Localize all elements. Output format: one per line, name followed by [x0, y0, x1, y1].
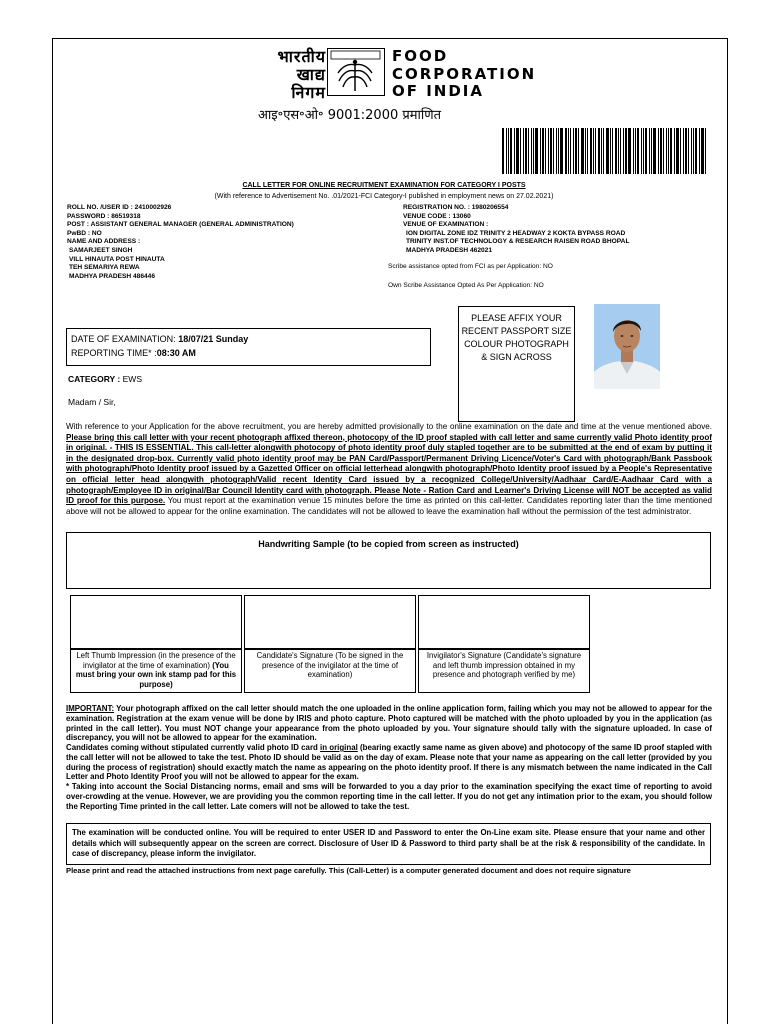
barcode-bar	[508, 128, 509, 174]
barcode-bar	[693, 128, 694, 174]
barcode-bar	[699, 128, 700, 174]
category-line	[68, 374, 142, 384]
barcode-bar	[633, 128, 634, 174]
barcode-bar	[502, 128, 504, 174]
barcode-bar	[595, 128, 596, 174]
barcode-bar	[523, 128, 524, 174]
barcode-bar	[688, 128, 689, 174]
barcode-bar	[568, 128, 569, 174]
registration-no: REGISTRATION NO. : 1980206554	[403, 204, 509, 211]
important-p3: * Taking into account the Social Distancing norms, email and sms will be forwarded to you a day prior to the examination specifying the exact time of reporting to avoid over-crowding at the venue. However, we are providing you the common reporting time in the call letter. If you do not get any intimation prior to the exam, you should follow the Reporting Time printed in the call letter. Late comers will not be allowed to take the test.	[66, 782, 712, 811]
photo-affix-box	[458, 306, 575, 422]
barcode-bar	[590, 128, 592, 174]
barcode-bar	[548, 128, 549, 174]
pwbd: PwBD : NO	[67, 229, 102, 237]
venue-address	[406, 230, 629, 256]
english-name-line: CORPORATION	[392, 64, 537, 83]
venue-line: MADHYA PRADESH 462021	[406, 246, 492, 254]
barcode-bar	[620, 128, 621, 174]
barcode-bar	[663, 128, 664, 174]
photo-box-line: COLOUR PHOTOGRAPH	[464, 339, 569, 349]
barcode-bar	[540, 128, 541, 174]
hindi-name-line: खाद्य	[296, 65, 326, 84]
fci-english-name	[392, 48, 536, 101]
barcode-bar	[525, 128, 527, 174]
barcode-bar	[516, 128, 519, 174]
candidate-details	[67, 204, 294, 281]
barcode-bar	[598, 128, 600, 174]
barcode-bar	[535, 128, 538, 174]
barcode-bar	[666, 128, 667, 174]
barcode-bar	[545, 128, 546, 174]
barcode-bar	[601, 128, 602, 174]
barcode-bar	[641, 128, 642, 174]
barcode-bar	[558, 128, 559, 174]
hindi-name-line: भारतीय	[277, 47, 326, 66]
barcode-bar	[676, 128, 679, 174]
important-p2a: Candidates coming without stipulated currently valid photo ID card	[66, 743, 321, 752]
barcode-bar	[623, 128, 624, 174]
important-p2b: (bearing exactly same name as given above) and photocopy of the same ID proof stapled with the call letter will not be allowed to take the test. Photo ID should be valid as on the day of exam. Please note that your name as appearing on the call letter (provided by you during the process of registration) should exactly match the name as appearing on the photo identity proof. If there is any mismatch between the name indicated in the Call Letter and Photo Identity Proof you will not be allowed to appear for the exam.	[66, 743, 712, 782]
barcode-bar	[578, 128, 579, 174]
barcode-bar	[643, 128, 644, 174]
venue-label: VENUE OF EXAMINATION :	[403, 221, 489, 229]
invigilator-signature-box	[418, 595, 590, 649]
barcode-bar	[691, 128, 692, 174]
barcode-bar	[674, 128, 675, 174]
category-value: EWS	[122, 374, 142, 384]
reporting-time-value: 08:30 AM	[156, 348, 196, 358]
name-address-label: NAME AND ADDRESS :	[67, 238, 141, 246]
barcode-bar	[705, 128, 706, 174]
venue-line: TRINITY INST.OF TECHNOLOGY & RESEARCH RAISEN ROAD BHOPAL	[406, 238, 630, 246]
para-essential: Please bring this call letter with your recent photograph affixed thereon, photocopy of the ID proof stapled with call letter and same currently valid Photo identity proof in original. - THIS IS ESSENTIAL. This call-letter alongwith photocopy of photo identity proof duly stapled together are to be submitted at the end of exam by putting it in the designated drop-box. Currently valid photo identity proof may be PAN Card/Passport/Permanent Driving Licence/Voter's Card with photograph/Bank Passbook with photograph/Photo Identity proof issued by a Gazetted Officer on official letterhead alongwith photograph/Photo Identity proof issued by a People's Representative on official letter head alongwith photograph/Valid recent Identity Card issued by a recognized College/University/Aadhaar Card/E-Aadhaar Card with a photograph/Employee ID in original/Bar Council Identity card with photograph. Please Note - Ration Card and Learner's Driving License will NOT be accepted as valid ID proof for this purpose.	[66, 432, 712, 506]
barcode-bar	[610, 128, 611, 174]
important-label: IMPORTANT:	[66, 704, 115, 713]
password: PASSWORD : 86519318	[67, 212, 141, 220]
candidate-photo	[594, 304, 660, 389]
barcode-bar	[553, 128, 554, 174]
barcode-bar	[565, 128, 567, 174]
address-line: TEH SEMARIYA REWA	[69, 264, 140, 272]
barcode	[502, 128, 710, 174]
barcode-bar	[528, 128, 529, 174]
candidate-signature-label: Candidate's Signature (To be signed in the presence of the invigilator at the time of examination)	[244, 649, 416, 693]
scribe-fci: Scribe assistance opted from FCI as per Application: NO	[388, 263, 553, 270]
barcode-bar	[510, 128, 512, 174]
left-thumb-label	[70, 649, 242, 693]
barcode-bar	[612, 128, 613, 174]
left-thumb-text: Left Thumb Impression (in the presence of the invigilator at the time of examination)	[76, 651, 236, 670]
scribe-own: Own Scribe Assistance Opted As Per Application: NO	[388, 282, 544, 289]
barcode-bar	[520, 128, 521, 174]
barcode-bar	[668, 128, 669, 174]
barcode-bar	[685, 128, 687, 174]
handwriting-label: Handwriting Sample (to be copied from screen as instructed)	[258, 539, 519, 549]
online-notice-text: The examination will be conducted online. You will be required to enter USER ID and Password to enter the On-Line exam site. Please ensure that your name and other details which will subsequently appear on the screen are correct. Disclosure of User ID & Password to third party shall be at the risk & responsibility of the candidate. In case of discrepancy, please inform the invigilator.	[72, 828, 705, 858]
address-line: MADHYA PRADESH 486446	[69, 272, 155, 280]
barcode-bar	[531, 128, 532, 174]
barcode-bar	[603, 128, 604, 174]
barcode-bar	[550, 128, 552, 174]
barcode-bar	[533, 128, 534, 174]
online-exam-notice-box	[66, 823, 711, 865]
photo-box-line: & SIGN ACROSS	[481, 352, 552, 362]
barcode-bar	[637, 128, 639, 174]
hindi-name-line: निगम	[291, 83, 326, 102]
iso-certification: आइ॰एस॰ओ॰ 9001:2000 प्रमाणित	[258, 108, 442, 123]
barcode-bar	[658, 128, 659, 174]
english-name-line: OF INDIA	[392, 82, 484, 100]
letter-title: CALL LETTER FOR ONLINE RECRUITMENT EXAMINATION FOR CATEGORY I POSTS	[242, 182, 526, 189]
exam-date-box	[66, 328, 431, 366]
barcode-bar	[683, 128, 684, 174]
barcode-bar	[625, 128, 627, 174]
venue-code: VENUE CODE : 13060	[403, 212, 471, 220]
important-p1: Your photograph affixed on the call letter should match the one uploaded in the online application form, failing which you may not be allowed to appear for the examination. Registration at the exam venue will be done by IRIS and photo capture. Photo captured will be matched with the photo uploaded by you in the application (as printed in the call letter). You must NOT change your appearance from the photo uploaded by you. Your signature should tally with the signature uploaded. In case of discrepancy, you will not be allowed to appear for the examination.	[66, 704, 712, 743]
barcode-bar	[542, 128, 544, 174]
fci-emblem-logo	[327, 48, 385, 96]
barcode-bar	[570, 128, 571, 174]
barcode-bar	[585, 128, 586, 174]
barcode-bar	[606, 128, 609, 174]
photo-box-line: PLEASE AFFIX YOUR	[471, 313, 562, 323]
barcode-bar	[649, 128, 650, 174]
barcode-bar	[575, 128, 577, 174]
address-line: SAMARJEET SINGH	[69, 246, 133, 254]
venue-line: ION DIGITAL ZONE IDZ TRINITY 2 HEADWAY 2 KOKTA BYPASS ROAD	[406, 229, 626, 237]
roll-no: ROLL NO. /USER ID : 2410002926	[67, 204, 172, 211]
barcode-bar	[701, 128, 704, 174]
barcode-bar	[660, 128, 662, 174]
main-instruction-paragraph	[66, 422, 712, 517]
barcode-bar	[651, 128, 652, 174]
letter-subtitle: (With reference to Advertisement No. .01/2021-FCI Category-I published in employment news on 27.02.2021)	[214, 193, 554, 200]
barcode-bar	[628, 128, 631, 174]
category-label: CATEGORY :	[68, 374, 123, 384]
handwriting-sample-box	[66, 532, 711, 589]
para-rest: You must report at the examination venue 15 minutes before the time as printed on this call-letter. Candidates reporting later than the time mentioned above will not be allowed to appear for the online examination. The candidates will not be allowed to leave the examination hall without the permission of the test administrator.	[66, 496, 713, 516]
barcode-bar	[514, 128, 515, 174]
post: POST : ASSISTANT GENERAL MANAGER (GENERAL ADMINISTRATION)	[67, 221, 294, 229]
barcode-bar	[593, 128, 594, 174]
address-line: VILL HINAUTA POST HINAUTA	[69, 255, 165, 263]
barcode-bar	[560, 128, 563, 174]
barcode-bar	[587, 128, 588, 174]
footer-note: Please print and read the attached instructions from next page carefully. This (Call-Letter) is a computer generated document and does not require signature	[66, 866, 631, 875]
barcode-bar	[670, 128, 672, 174]
invigilator-signature-label: Invigilator's Signature (Candidate's signature and left thumb impression obtained in my presence and photograph verified by me)	[418, 649, 590, 693]
important-notice	[66, 704, 712, 811]
salutation: Madam / Sir,	[68, 397, 116, 407]
barcode-bar	[556, 128, 557, 174]
venue-details	[403, 204, 629, 256]
exam-date-label: DATE OF EXAMINATION:	[71, 334, 179, 344]
barcode-bar	[506, 128, 507, 174]
barcode-bar	[615, 128, 617, 174]
barcode-bar	[635, 128, 636, 174]
exam-date-value: 18/07/21 Sunday	[178, 334, 249, 344]
address-block	[69, 247, 294, 281]
barcode-bar	[618, 128, 619, 174]
fci-hindi-name	[240, 48, 326, 102]
left-thumb-note: (You must bring your own ink stamp pad for this purpose)	[75, 660, 237, 689]
barcode-bar	[645, 128, 647, 174]
important-p2u: in original	[320, 743, 358, 752]
barcode-bar	[680, 128, 681, 174]
photo-box-line: RECENT PASSPORT SIZE	[461, 326, 572, 336]
barcode-bar	[573, 128, 574, 174]
left-thumb-box	[70, 595, 242, 649]
barcode-bar	[581, 128, 584, 174]
para-intro: With reference to your Application for the above recruitment, you are hereby admitted provisionally to the online examination on the date and time at the venue mentioned above.	[66, 422, 712, 431]
barcode-bar	[653, 128, 656, 174]
barcode-bar	[695, 128, 697, 174]
english-name-line: FOOD	[392, 47, 449, 65]
candidate-signature-box	[244, 595, 416, 649]
reporting-time-label: REPORTING TIME* :	[71, 348, 157, 358]
